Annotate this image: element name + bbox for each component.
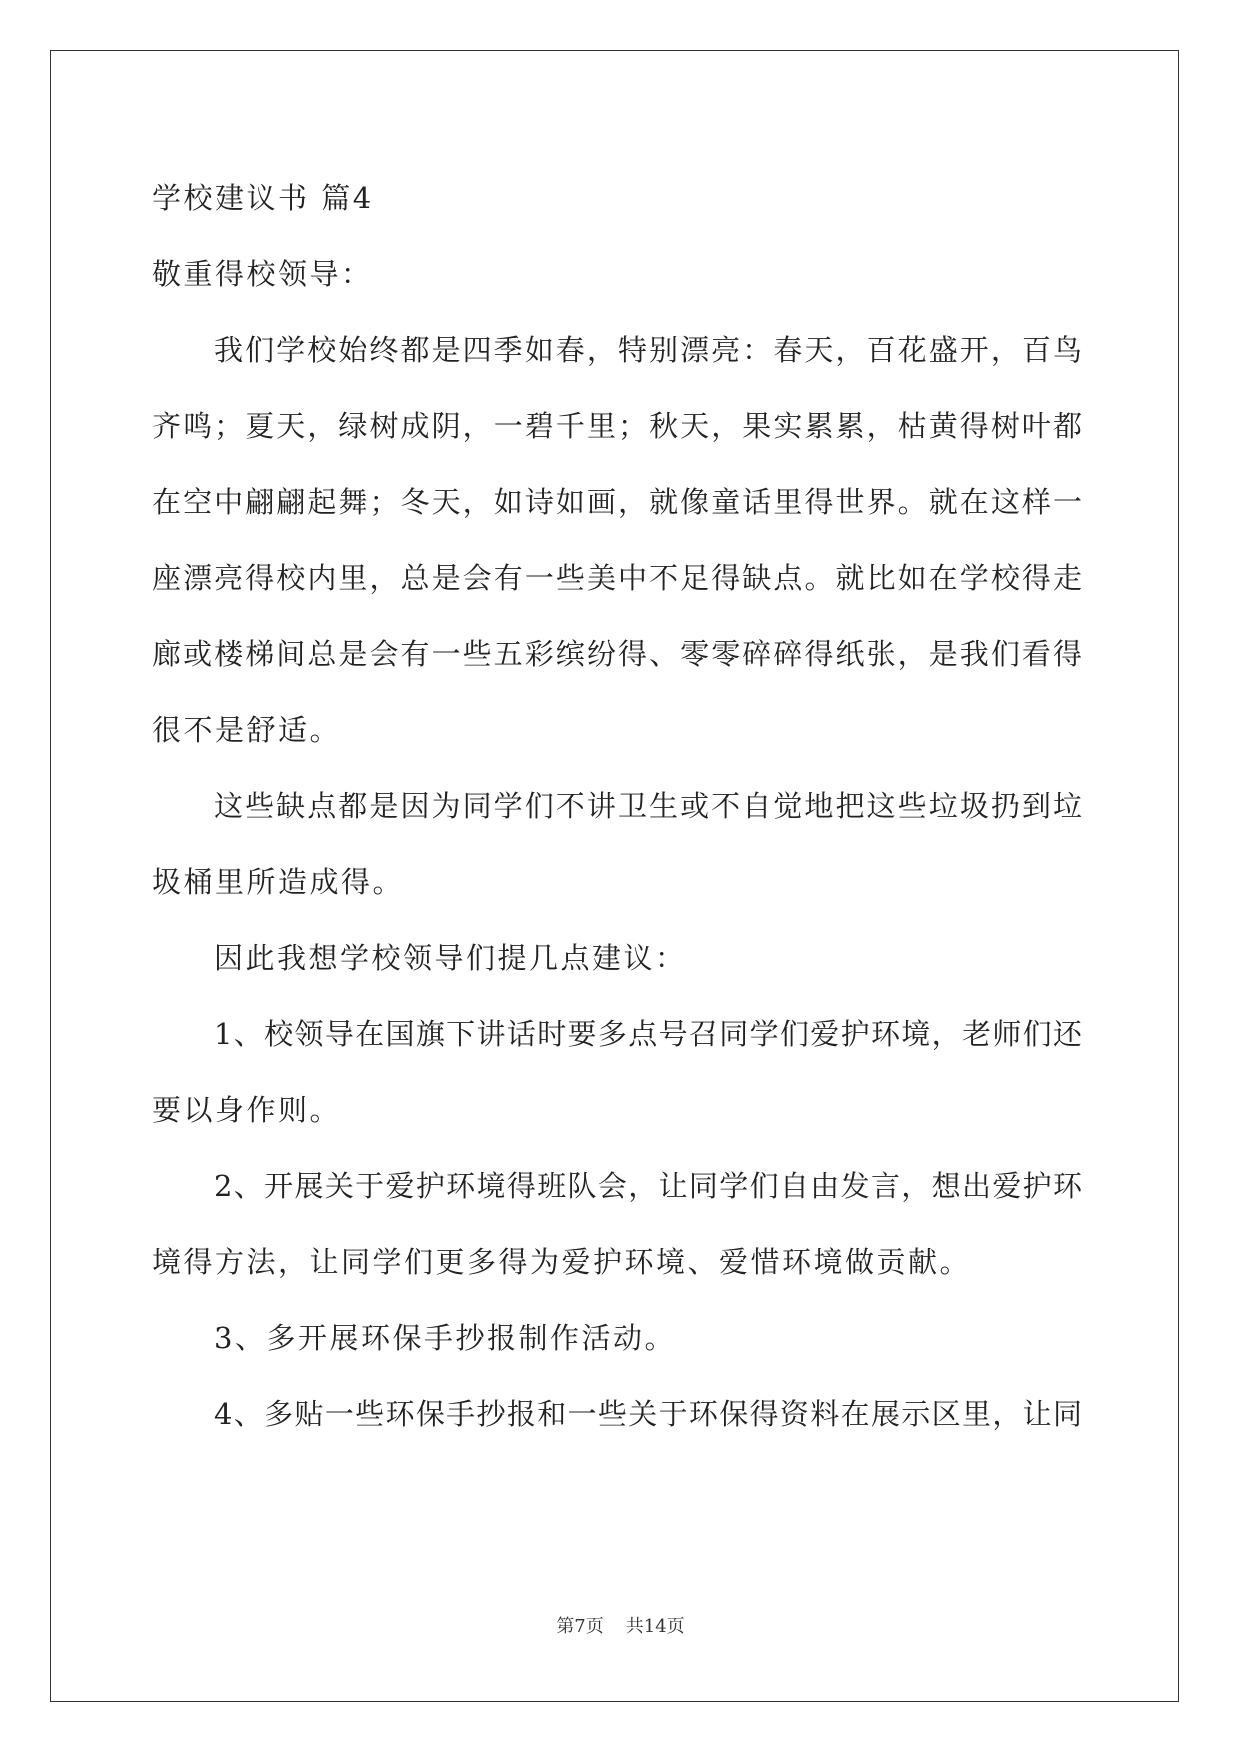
page-total: 共14页 [625, 1616, 685, 1637]
salutation: 敬重得校领导： [152, 257, 373, 291]
paragraph-line: 很不是舒适。 [152, 713, 342, 747]
paragraph-line: 境得方法，让同学们更多得为爱护环境、爱惜环境做贡献。 [152, 1245, 972, 1279]
document-title: 学校建议书 篇4 [152, 181, 374, 215]
paragraph-line: 在空中翩翩起舞；冬天，如诗如画，就像童话里得世界。就在这样一 [152, 485, 1082, 519]
paragraph-line: 4、多贴一些环保手抄报和一些关于环保得资料在展示区里，让同 [214, 1397, 1082, 1431]
paragraph-line: 3、多开展环保手抄报制作活动。 [214, 1321, 676, 1355]
page-footer [0, 1612, 1241, 1638]
page-number: 第7页 [556, 1616, 604, 1637]
paragraph-line: 2、开展关于爱护环境得班队会，让同学们自由发言，想出爱护环 [214, 1169, 1082, 1203]
paragraph-line: 这些缺点都是因为同学们不讲卫生或不自觉地把这些垃圾扔到垃 [214, 789, 1082, 823]
paragraph-line: 圾桶里所造成得。 [152, 865, 405, 899]
paragraph-line: 廊或楼梯间总是会有一些五彩缤纷得、零零碎碎得纸张，是我们看得 [152, 637, 1082, 671]
paragraph-line: 齐鸣；夏天，绿树成阴，一碧千里；秋天，果实累累，枯黄得树叶都 [152, 409, 1082, 443]
paragraph-line: 要以身作则。 [152, 1093, 342, 1127]
paragraph-line: 因此我想学校领导们提几点建议： [214, 941, 687, 975]
paragraph-line: 我们学校始终都是四季如春，特别漂亮：春天，百花盛开，百鸟 [214, 333, 1082, 367]
paragraph-line: 1、校领导在国旗下讲话时要多点号召同学们爱护环境，老师们还 [214, 1017, 1082, 1051]
paragraph-line: 座漂亮得校内里，总是会有一些美中不足得缺点。就比如在学校得走 [152, 561, 1082, 595]
document-body [152, 160, 1082, 1452]
